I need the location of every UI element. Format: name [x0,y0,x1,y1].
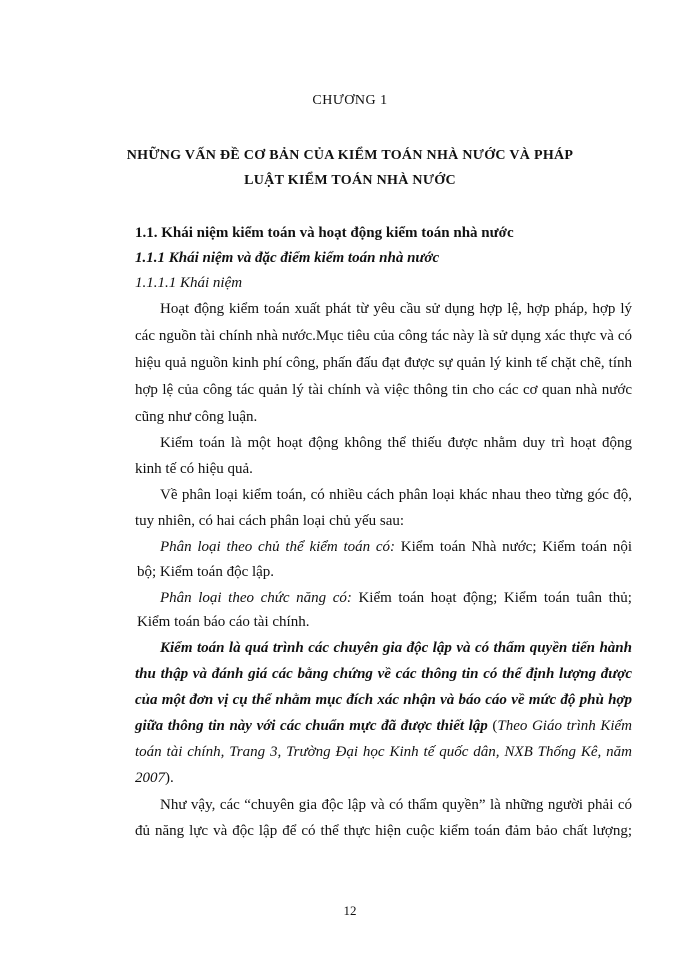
classification-text: Kiểm toán Nhà nước; Kiểm toán nội [395,539,632,555]
paren-close: ). [165,770,174,786]
chapter-title-line-1: NHỮNG VẤN ĐỀ CƠ BẢN CỦA KIỂM TOÁN NHÀ NƯỚC VÀ PHÁP [126,148,574,163]
paragraph-line: Kiểm toán là một hoạt động không thể thiếu được nhằm duy trì hoạt động [160,435,632,451]
classification-text: Kiểm toán hoạt động; Kiểm toán tuân thủ; [351,590,632,606]
definition-line: Kiểm toán là quá trình các chuyên gia độc lập và có thẩm quyền tiến hành [160,640,632,656]
source-year: 2007 [135,770,165,786]
section-heading-1-1-1-1: 1.1.1.1 Khái niệm [135,275,243,291]
source-citation: Theo Giáo trình Kiểm [497,718,632,734]
paragraph-line: kinh tế có hiệu quả. [135,461,253,477]
chapter-title-line-2: LUẬT KIỂM TOÁN NHÀ NƯỚC [244,173,456,188]
chapter-heading: CHƯƠNG 1 [312,93,388,108]
classification-by-subject [160,537,632,557]
paragraph-line: Như vậy, các “chuyên gia độc lập và có thẩm quyền” là những người phải có [160,797,632,813]
paragraph-line: cũng như công luận. [135,409,258,425]
classification-label: Phân loại theo chủ thể kiểm toán có: [160,539,396,555]
definition-tail: giữa thông tin này với các chuẩn mực đã được thiết lập [135,718,488,734]
section-heading-1-1: 1.1. Khái niệm kiểm toán và hoạt động kiểm toán nhà nước [135,225,514,241]
definition-line: thu thập và đánh giá các bằng chứng về các thông tin có thể định lượng được [135,666,632,682]
page-number: 12 [343,903,357,918]
classification-by-function [160,588,632,608]
classification-label: Phân loại theo chức năng có: [160,590,352,606]
paragraph-line: các nguồn tài chính nhà nước.Mục tiêu của công tác này là sử dụng xác thực và có [135,328,632,344]
paragraph-line: tuy nhiên, có hai cách phân loại chủ yếu sau: [135,513,405,529]
paragraph-line: hiệu quả nguồn kinh phí công, phấn đấu đạt được sự quản lý kinh tế chặt chẽ, tính [135,355,632,371]
paragraph-line: Hoạt động kiểm toán xuất phát từ yêu cầu sử dụng hợp lệ, hợp pháp, hợp lý [160,301,632,317]
section-heading-1-1-1: 1.1.1 Khái niệm và đặc điểm kiểm toán nhà nước [135,250,440,266]
paragraph-line: đủ năng lực và độc lập để có thể thực hiện cuộc kiểm toán đảm bảo chất lượng; [135,823,632,839]
definition-line: của một đơn vị cụ thể nhằm mục đích xác nhận và báo cáo về mức độ phù hợp [135,692,632,708]
source-citation-line: toán tài chính, Trang 3, Trường Đại học Kinh tế quốc dân, NXB Thống Kê, năm [135,744,632,760]
paragraph-line: bộ; Kiểm toán độc lập. [137,564,275,580]
definition-line-with-source [135,716,632,736]
paragraph-line: Kiểm toán báo cáo tài chính. [137,614,310,630]
paragraph-line: Về phân loại kiểm toán, có nhiều cách phân loại khác nhau theo từng góc độ, [160,487,632,503]
source-citation-end [135,768,632,788]
paragraph-line: hợp lệ của công tác quản lý tài chính và việc thông tin cho các cơ quan nhà nước [135,382,632,398]
paren-open: ( [487,718,498,734]
